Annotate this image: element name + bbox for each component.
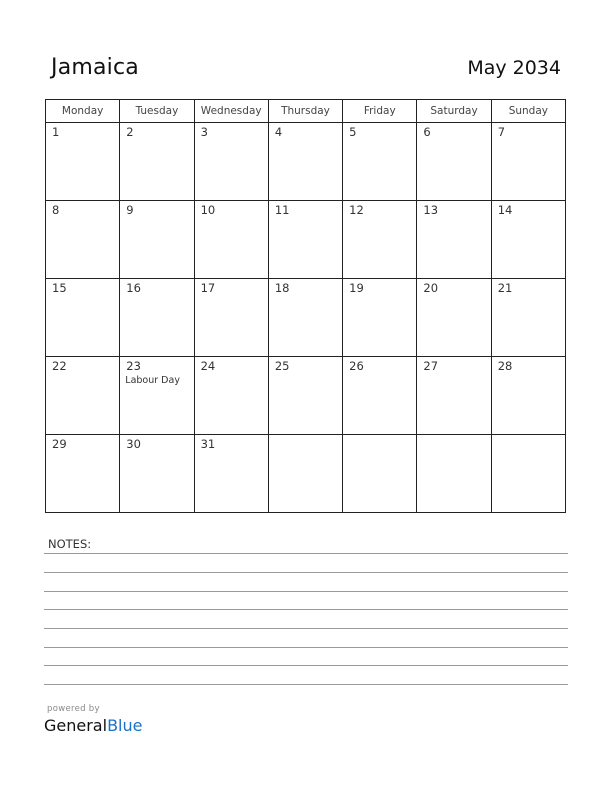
brand-logo (44, 716, 142, 735)
day-number: 12 (349, 203, 364, 217)
weekday-header: Tuesday (120, 100, 194, 123)
weekday-header: Thursday (268, 100, 342, 123)
day-number: 4 (274, 125, 283, 139)
day-cell (268, 201, 342, 279)
weekday-header: Wednesday (194, 100, 268, 123)
day-cell (194, 279, 268, 357)
week-row (46, 357, 566, 435)
notes-line (44, 684, 568, 685)
day-number: 26 (349, 359, 364, 373)
notes-line (44, 647, 568, 648)
day-cell (46, 201, 120, 279)
day-number: 20 (423, 281, 439, 295)
weekday-header: Friday (343, 100, 417, 123)
day-cell (46, 279, 120, 357)
day-cell (120, 201, 194, 279)
day-cell (491, 201, 565, 279)
day-number: 27 (423, 359, 439, 373)
day-cell (491, 279, 565, 357)
day-cell (417, 201, 491, 279)
calendar-month-title: May 2034 (467, 57, 561, 79)
day-number: 21 (497, 281, 513, 295)
day-number: 25 (274, 359, 290, 373)
brand-name-blue: Blue (107, 716, 143, 735)
day-number: 3 (200, 125, 208, 139)
day-number: 31 (200, 437, 216, 451)
day-cell (268, 435, 342, 513)
day-cell (343, 357, 417, 435)
day-number: 16 (126, 281, 141, 295)
day-cell (491, 357, 565, 435)
day-number: 13 (423, 203, 439, 217)
day-cell (268, 123, 342, 201)
week-row (46, 435, 566, 513)
day-number: 7 (497, 125, 506, 139)
day-number: 14 (497, 203, 513, 217)
day-number: 6 (423, 125, 431, 139)
day-cell (343, 279, 417, 357)
day-cell (120, 279, 194, 357)
day-cell (194, 357, 268, 435)
day-number: 10 (200, 203, 216, 217)
weekday-header: Saturday (417, 100, 491, 123)
day-cell (343, 123, 417, 201)
day-number: 30 (126, 437, 141, 451)
week-row (46, 123, 566, 201)
notes-line (44, 665, 568, 666)
day-cell (46, 435, 120, 513)
day-cell (120, 123, 194, 201)
day-cell (268, 357, 342, 435)
day-number: 23 (126, 359, 141, 373)
day-cell (194, 201, 268, 279)
day-number: 11 (274, 203, 290, 217)
notes-line (44, 572, 568, 573)
day-cell (417, 435, 491, 513)
day-cell (120, 357, 194, 435)
day-number: 24 (200, 359, 216, 373)
day-cell (417, 279, 491, 357)
notes-line (44, 628, 568, 629)
day-number: 9 (126, 203, 134, 217)
day-number: 29 (52, 437, 67, 451)
calendar-grid (45, 99, 566, 513)
notes-line (44, 609, 568, 610)
notes-label: NOTES: (48, 537, 92, 551)
day-cell (417, 123, 491, 201)
weekday-header-row (46, 100, 566, 123)
day-cell (417, 357, 491, 435)
day-number: 5 (349, 125, 357, 139)
day-cell (268, 279, 342, 357)
day-number: 8 (52, 203, 60, 217)
day-cell (46, 357, 120, 435)
day-number: 17 (200, 281, 216, 295)
day-number: 15 (52, 281, 67, 295)
holiday-label: Labour Day (125, 375, 180, 386)
day-number: 28 (497, 359, 513, 373)
day-cell (194, 123, 268, 201)
weekday-header: Monday (46, 100, 120, 123)
day-number: 22 (52, 359, 67, 373)
day-number: 19 (349, 281, 364, 295)
day-cell (343, 435, 417, 513)
week-row (46, 201, 566, 279)
powered-by-text: powered by (47, 704, 100, 714)
day-number: 2 (126, 125, 134, 139)
day-cell (46, 123, 120, 201)
day-cell (491, 435, 565, 513)
brand-name-general: General (44, 716, 108, 735)
day-cell (120, 435, 194, 513)
calendar-country-title: Jamaica (51, 55, 139, 80)
day-cell (194, 435, 268, 513)
week-row (46, 279, 566, 357)
notes-line (44, 553, 568, 554)
notes-line (44, 591, 568, 592)
day-cell (491, 123, 565, 201)
day-number: 1 (52, 125, 60, 139)
day-cell (343, 201, 417, 279)
weekday-header: Sunday (491, 100, 565, 123)
day-number: 18 (274, 281, 290, 295)
